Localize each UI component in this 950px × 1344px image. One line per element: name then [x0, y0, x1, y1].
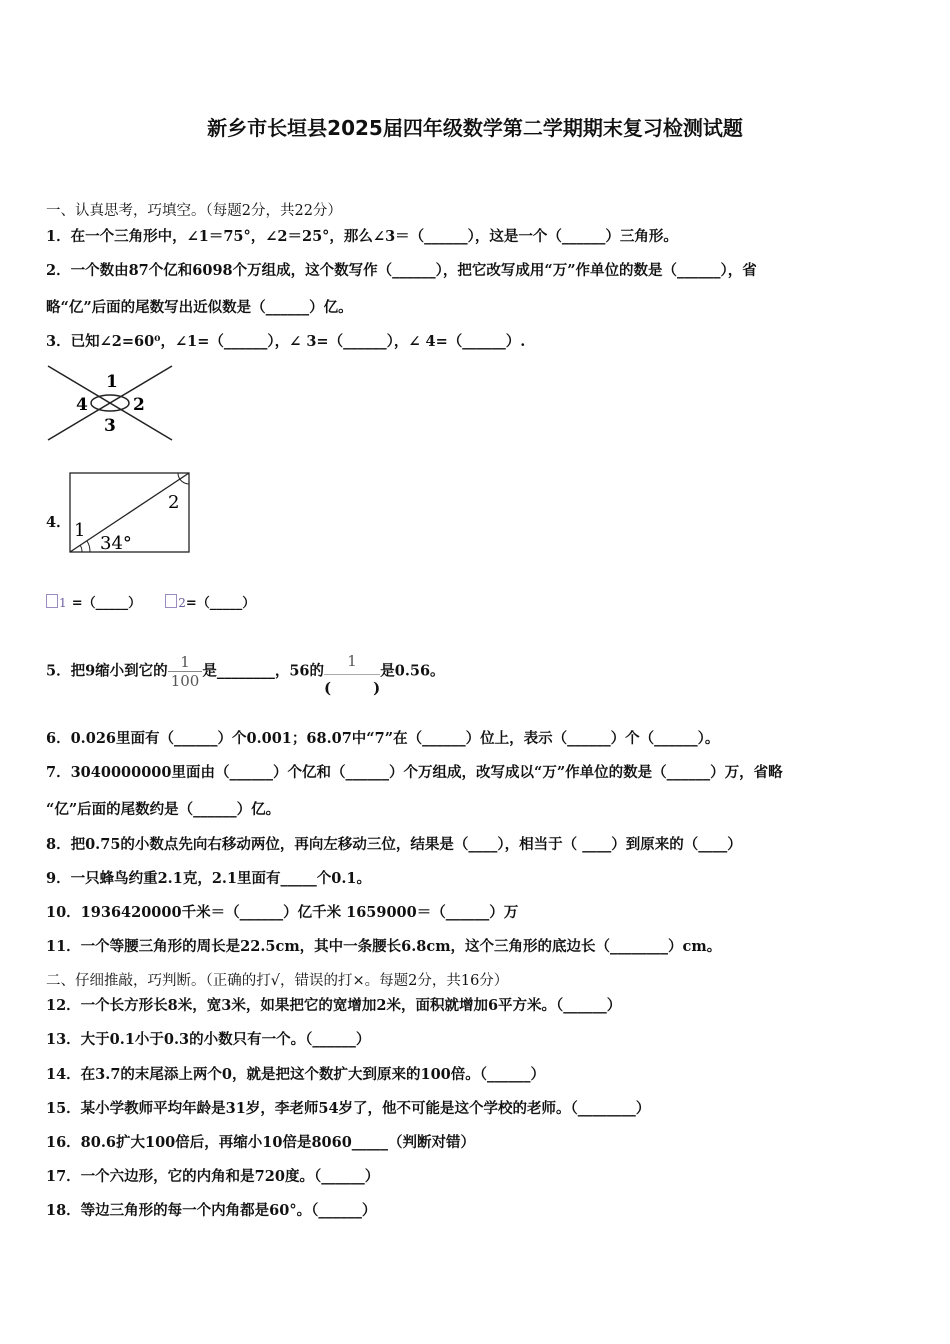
- question-13: 13．大于0.1小于0.3的小数只有一个。（______）: [46, 1031, 371, 1048]
- angle-label-3: 3: [104, 416, 116, 436]
- fraction-denominator: 100: [168, 671, 203, 690]
- question-16: 16．80.6扩大100倍后，再缩小10倍是8060_____（判断对错）: [46, 1134, 476, 1151]
- question-10: 10．1936420000千米＝（______）亿千米 1659000＝（______）万: [46, 904, 519, 921]
- question-14: 14．在3.7的末尾添上两个0，就是把这个数扩大到原来的100倍。（______）: [46, 1066, 546, 1083]
- fraction-numerator: 1: [180, 653, 190, 671]
- question-11: 11．一个等腰三角形的周长是22.5cm，其中一条腰长6.8cm，这个三角形的底边长（________）cm。: [46, 938, 722, 955]
- angle-label-1: 1: [74, 520, 86, 541]
- question-3: 3．已知∠2=60⁰，∠1=（______），∠ 3=（______），∠ 4=（______）.: [46, 333, 526, 350]
- question-6: 6．0.026里面有（______）个0.001；68.07中“7”在（______）位上，表示（______）个（______）。: [46, 730, 720, 747]
- fraction-blank-numerator: 1: [324, 648, 380, 675]
- question-12: 12．一个长方形长8米，宽3米，如果把它的宽增加2米，面积就增加6平方米。（______）: [46, 997, 622, 1014]
- question-7-line-2: “亿”后面的尾数约是（______）亿。: [46, 801, 281, 818]
- angle-2-label: 2: [178, 596, 186, 610]
- question-7-line-1: 7．3040000000里面由（______）个亿和（______）个万组成，改写成以“万”作单位的数是（______）万，省略: [46, 764, 783, 781]
- angle-label-2: 2: [133, 395, 145, 415]
- question-5-prefix: 5．把9缩小到它的: [46, 662, 168, 680]
- question-5-middle: 是________，56的: [202, 662, 325, 680]
- question-15: 15．某小学教师平均年龄是31岁，李老师54岁了，他不可能是这个学校的老师。（________）: [46, 1100, 651, 1117]
- angle-label-1: 1: [106, 372, 118, 392]
- page-title: 新乡市长垣县2025届四年级数学第二学期期末复习检测试题: [207, 116, 743, 140]
- question-18: 18．等边三角形的每一个内角都是60°。（______）: [46, 1202, 377, 1219]
- fraction-blank: [324, 648, 380, 695]
- angle-arc-34: [87, 541, 90, 552]
- section-2-heading: 二、仔细推敲，巧判断。（正确的打√，错误的打×。每题2分，共16分）: [46, 973, 509, 989]
- rectangle-diagonal-figure: [68, 470, 192, 556]
- angle-symbol-icon: [46, 594, 58, 608]
- question-5-suffix: 是0.56。: [380, 662, 445, 680]
- angle-2-answer: =（_____）: [185, 596, 256, 611]
- question-4-answers: [46, 593, 906, 614]
- angle-1-label: 1: [59, 596, 67, 610]
- question-9: 9．一只蜂鸟约重2.1克，2.1里面有_____个0.1。: [46, 870, 372, 887]
- angle-symbol-icon: [165, 594, 177, 608]
- angle-label-2: 2: [168, 492, 180, 513]
- crossing-lines-figure: [44, 362, 176, 444]
- question-1: 1．在一个三角形中，∠1＝75°，∠2＝25°，那么∠3＝（______），这是一个（______）三角形。: [46, 228, 678, 245]
- angle-label-4: 4: [76, 395, 88, 415]
- section-1-heading: 一、认真思考，巧填空。（每题2分，共22分）: [46, 203, 342, 219]
- question-8: 8．把0.75的小数点先向右移动两位，再向左移动三位，结果是（____），相当于（ ____）到原来的（____）: [46, 836, 742, 853]
- angle-1-answer: =（_____）: [71, 596, 142, 611]
- angle-label-34: 34°: [100, 533, 132, 554]
- question-17: 17．一个六边形，它的内角和是720度。（______）: [46, 1168, 380, 1185]
- question-2-line-2: 略“亿”后面的尾数写出近似数是（______）亿。: [46, 299, 353, 316]
- angle-arc-1: [80, 545, 82, 552]
- fraction-blank-denominator: ( ): [324, 679, 381, 697]
- fraction-1-100: [168, 653, 203, 690]
- question-5: [46, 648, 906, 695]
- question-4-number: 4．: [46, 514, 71, 531]
- question-2-line-1: 2．一个数由87个亿和6098个万组成，这个数写作（______），把它改写成用“万”作单位的数是（______），省: [46, 262, 757, 279]
